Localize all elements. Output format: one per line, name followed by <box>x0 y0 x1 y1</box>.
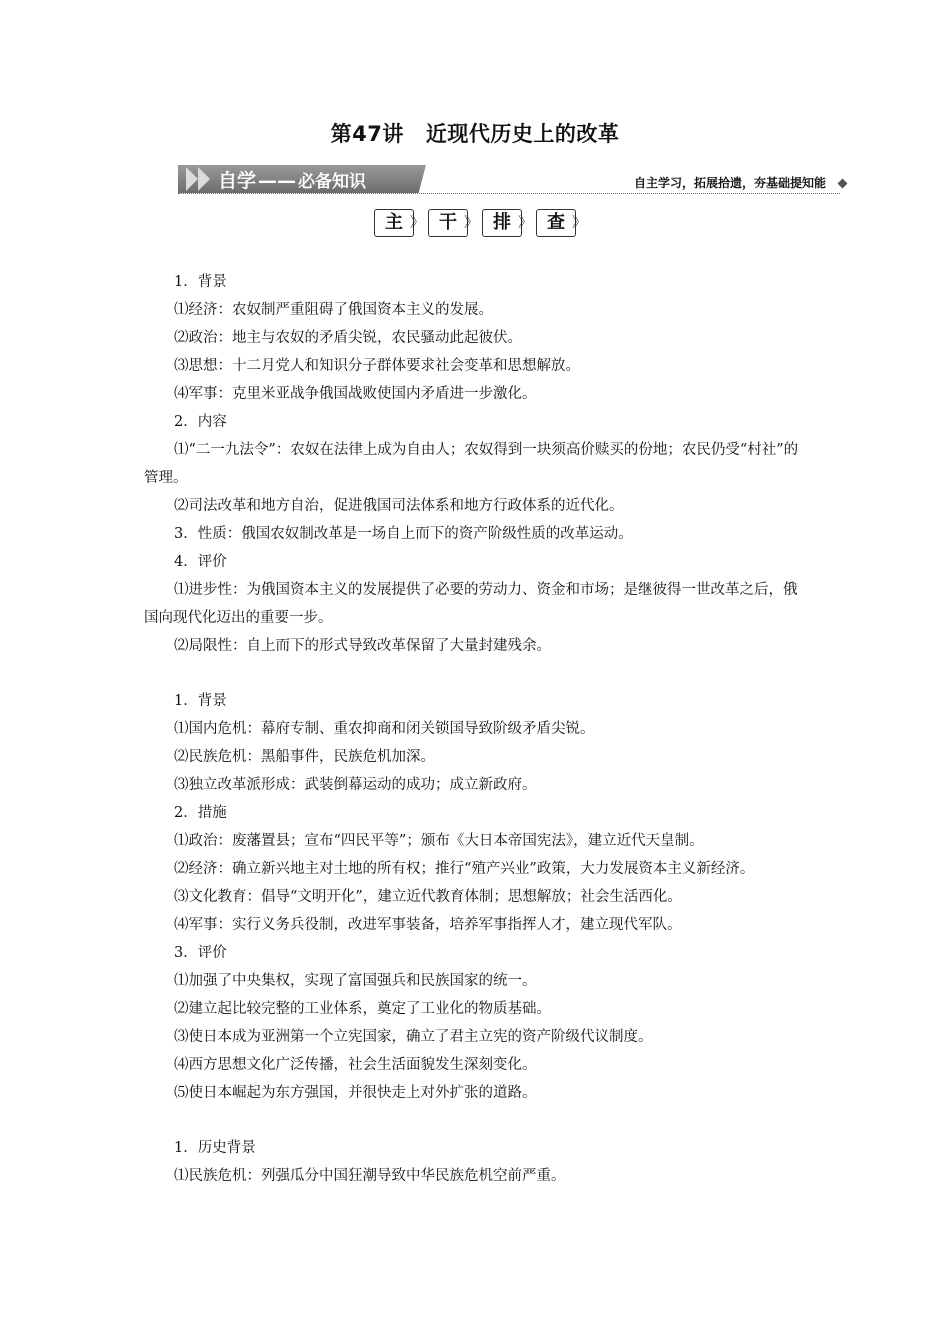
section-tag: 干 》 <box>428 209 468 237</box>
paragraph: ⑵民族危机：黑船事件，民族危机加深。 <box>174 749 435 765</box>
content-section <box>144 687 808 1107</box>
paragraph: ⑴“二一九法令”：农奴在法律上成为自由人；农奴得到一块须高价赎买的份地；农民仍受“村社”的管理。 <box>144 442 799 486</box>
paragraph: 2．内容 <box>174 414 227 430</box>
paragraph: 2．措施 <box>174 805 227 821</box>
section-spacer <box>144 1107 808 1134</box>
paragraph: ⑴国内危机：幕府专制、重农抑商和闭关锁国导致阶级矛盾尖锐。 <box>174 721 595 737</box>
paragraph: ⑷军事：克里米亚战争俄国战败使国内矛盾进一步激化。 <box>174 386 537 402</box>
paragraph: 1．背景 <box>174 693 227 709</box>
section-tag: 查 》 <box>536 209 576 237</box>
paragraph: 3．评价 <box>174 945 227 961</box>
paragraph: ⑴加强了中央集权，实现了富国强兵和民族国家的统一。 <box>174 973 537 989</box>
paragraph: ⑵局限性：自上而下的形式导致改革保留了大量封建残余。 <box>174 638 551 654</box>
paragraph: ⑶思想：十二月党人和知识分子群体要求社会变革和思想解放。 <box>174 358 580 374</box>
document-body <box>144 268 808 1190</box>
banner-rule <box>178 193 840 194</box>
paragraph: ⑷西方思想文化广泛传播，社会生活面貌发生深刻变化。 <box>174 1057 537 1073</box>
section-spacer <box>144 660 808 687</box>
paragraph: 4．评价 <box>174 554 227 570</box>
paragraph: ⑵经济：确立新兴地主对土地的所有权；推行“殖产兴业”政策，大力发展资本主义新经济。 <box>174 861 755 877</box>
section-tag: 排 》 <box>482 209 522 237</box>
lesson-topic: 近现代历史上的改革 <box>425 122 620 146</box>
paragraph: 3．性质：俄国农奴制改革是一场自上而下的资产阶级性质的改革运动。 <box>174 526 633 542</box>
paragraph: ⑵建立起比较完整的工业体系，奠定了工业化的物质基础。 <box>174 1001 551 1017</box>
lesson-number: 第47讲 <box>330 122 404 146</box>
paragraph: ⑶文化教育：倡导“文明开化”，建立近代教育体制；思想解放；社会生活西化。 <box>174 889 682 905</box>
content-section <box>144 1134 808 1190</box>
diamond-icon <box>838 179 848 189</box>
paragraph: ⑶使日本成为亚洲第一个立宪国家，确立了君主立宪的资产阶级代议制度。 <box>174 1029 653 1045</box>
section-tags <box>0 209 950 237</box>
banner-sub-text: 必备知识 <box>298 172 367 192</box>
paragraph: ⑴民族危机：列强瓜分中国狂潮导致中华民族危机空前严重。 <box>174 1168 566 1184</box>
paragraph: ⑵司法改革和地方自治，促进俄国司法体系和地方行政体系的近代化。 <box>174 498 624 514</box>
paragraph: 1．历史背景 <box>174 1140 256 1156</box>
chevron-right-icon <box>198 167 210 191</box>
paragraph: ⑴经济：农奴制严重阻碍了俄国资本主义的发展。 <box>174 302 493 318</box>
banner-dash: —— <box>258 170 297 192</box>
banner-title <box>218 166 366 193</box>
page-title <box>0 118 950 148</box>
paragraph: ⑴政治：废藩置县；宣布“四民平等”；颁布《大日本帝国宪法》，建立近代天皇制。 <box>174 833 704 849</box>
section-tag: 主 》 <box>374 209 414 237</box>
paragraph: 1．背景 <box>174 274 227 290</box>
paragraph: ⑷军事：实行义务兵役制，改进军事装备，培养军事指挥人才，建立现代军队。 <box>174 917 682 933</box>
paragraph: ⑵政治：地主与农奴的矛盾尖锐，农民骚动此起彼伏。 <box>174 330 522 346</box>
paragraph: ⑸使日本崛起为东方强国，并很快走上对外扩张的道路。 <box>174 1085 537 1101</box>
banner-main-text: 自学 <box>218 170 257 192</box>
paragraph: ⑴进步性：为俄国资本主义的发展提供了必要的劳动力、资金和市场；是继彼得一世改革之后，俄国向现代化迈出的重要一步。 <box>144 582 798 626</box>
content-section <box>144 268 808 660</box>
banner-tagline: 自主学习，拓展拾遗，夯基础提知能 <box>633 176 826 190</box>
paragraph: ⑶独立改革派形成：武装倒幕运动的成功；成立新政府。 <box>174 777 537 793</box>
section-banner <box>178 160 848 196</box>
chevron-right-icon <box>186 167 198 191</box>
